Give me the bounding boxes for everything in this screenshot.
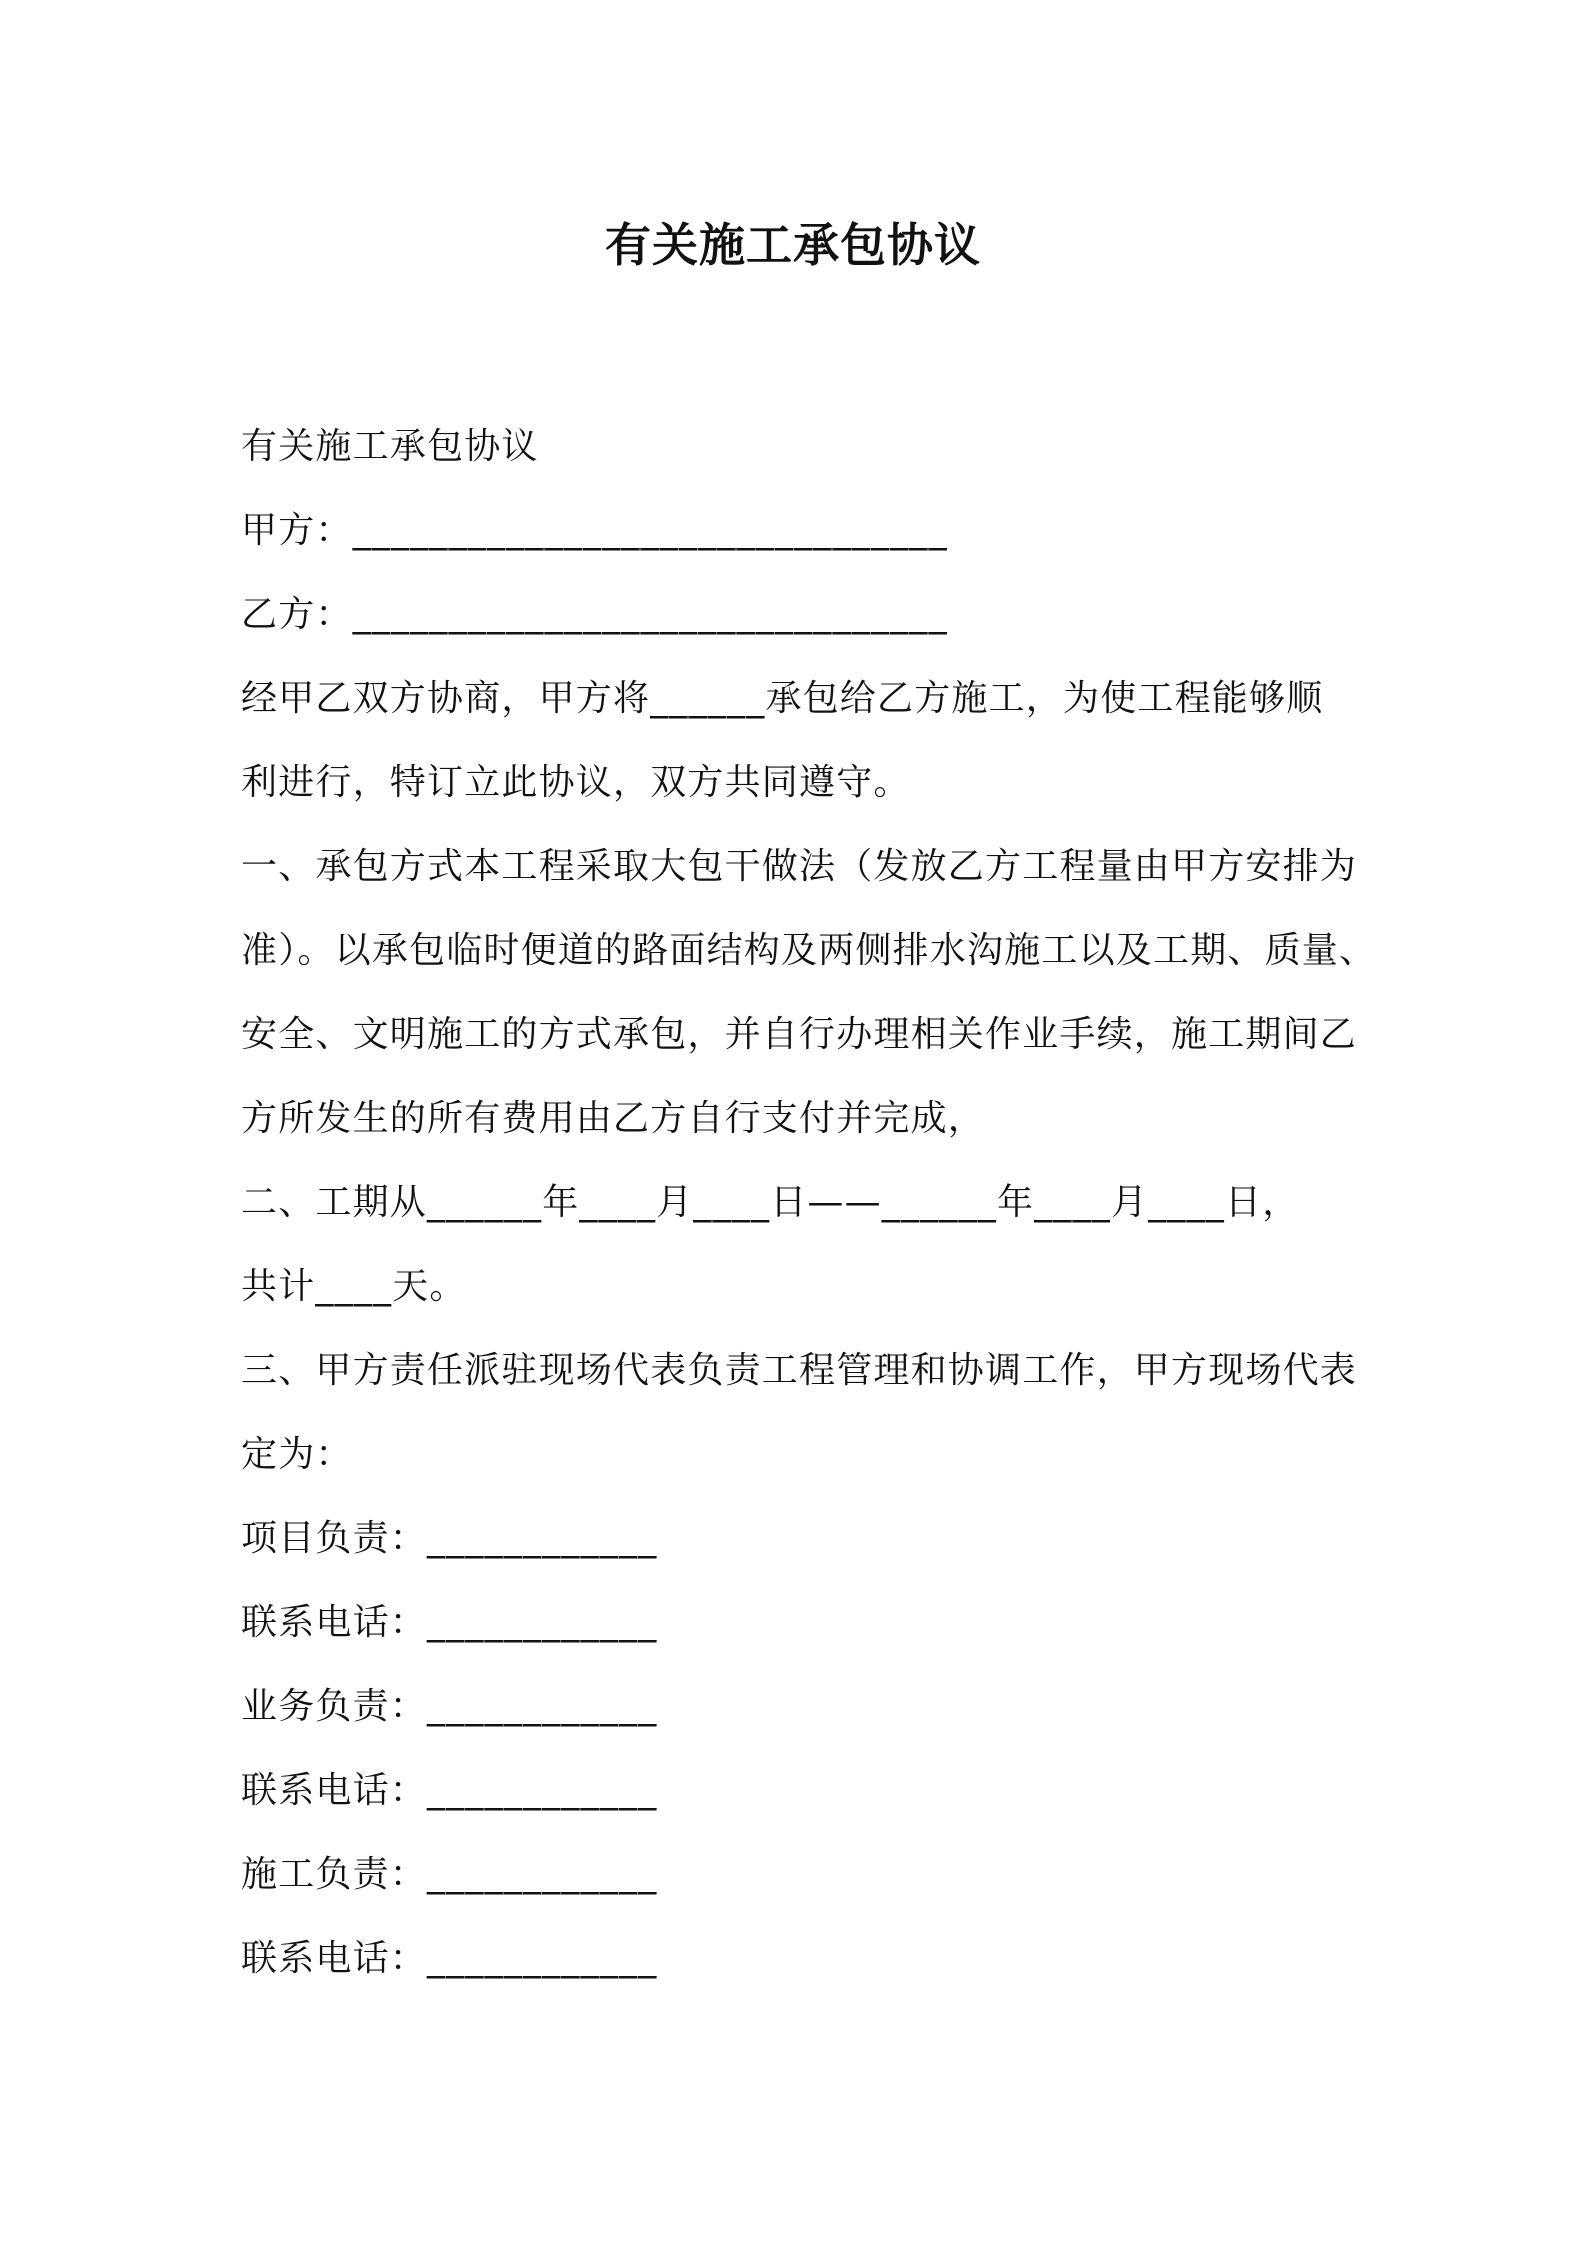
- clause-3-line-2: 定为：: [241, 1434, 353, 1475]
- business-lead-phone-line: 联系电话：____________: [241, 1770, 658, 1811]
- project-lead-phone-line: 联系电话：____________: [241, 1602, 658, 1643]
- clause-1-line-2: 准）。以承包临时便道的路面结构及两侧排水沟施工以及工期、质量、: [241, 930, 1377, 971]
- document-title: 有关施工承包协议: [605, 218, 981, 272]
- construction-lead-phone-line: 联系电话：____________: [241, 1938, 658, 1979]
- business-lead-line: 业务负责：____________: [241, 1686, 658, 1727]
- clause-1-line-4: 方所发生的所有费用由乙方自行支付并完成，: [241, 1098, 986, 1139]
- document-body: [241, 405, 1377, 2001]
- construction-lead-line: 施工负责：____________: [241, 1854, 658, 1895]
- party-b-line: 乙方：_______________________________: [241, 594, 948, 635]
- clause-1-line-1: 一、承包方式本工程采取大包干做法（发放乙方工程量由甲方安排为: [241, 846, 1358, 887]
- party-a-line: 甲方：_______________________________: [241, 510, 948, 551]
- preamble-line-2: 利进行，特订立此协议，双方共同遵守。: [241, 762, 911, 803]
- clause-1-line-3: 安全、文明施工的方式承包，并自行办理相关作业手续，施工期间乙: [241, 1014, 1358, 1055]
- clause-2-line-1: 二、工期从______年____月____日——______年____月____日，: [241, 1182, 1300, 1223]
- subtitle-line: 有关施工承包协议: [241, 426, 539, 467]
- clause-3-line-1: 三、甲方责任派驻现场代表负责工程管理和协调工作，甲方现场代表: [241, 1350, 1358, 1391]
- project-lead-line: 项目负责：____________: [241, 1518, 658, 1559]
- preamble-line-1: 经甲乙双方协商，甲方将______承包给乙方施工，为使工程能够顺: [241, 678, 1324, 719]
- clause-2-line-2: 共计____天。: [241, 1266, 467, 1307]
